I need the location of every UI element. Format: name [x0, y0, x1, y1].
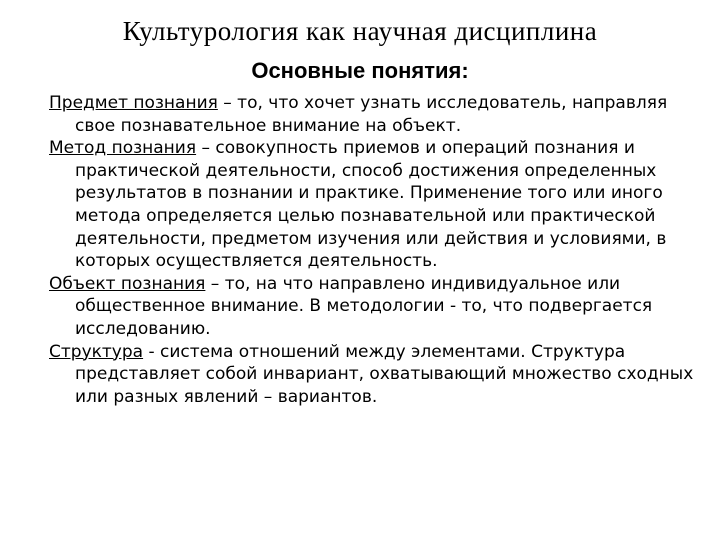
- term-method: Метод познания: [49, 138, 197, 159]
- definition-object: [49, 273, 699, 341]
- slide-title: Культурология как научная дисциплина: [122, 16, 598, 46]
- slide-subtitle: Основные понятия:: [251, 58, 469, 83]
- definition-method: [49, 137, 699, 273]
- definition-structure: [49, 341, 699, 409]
- definition-object-text: – то, на что направлено индивидуальное или общественное внимание. В методологии - то, что подвергается исследованию.: [75, 273, 653, 339]
- definitions-list: [49, 92, 699, 408]
- definition-method-text: – совокупность приемов и операций познания и практической деятельности, способ достижения определенных результатов в познании и практике. Применение того или иного метода определяется целью познавательной или практической деятельности, предметом изучения или действия и условиями, в которых осуществляется деятельность.: [75, 138, 667, 272]
- term-structure: Структура: [49, 341, 144, 362]
- definition-structure-text: - система отношений между элементами. Структура представляет собой инвариант, охватывающий множество сходных или разных явлений – вариантов.: [75, 341, 694, 407]
- definition-subject-text: – то, что хочет узнать исследователь, направляя свое познавательное внимание на объект.: [75, 93, 668, 136]
- term-subject: Предмет познания: [49, 93, 218, 113]
- term-object: Объект познания: [49, 273, 206, 294]
- definition-subject: [49, 92, 699, 137]
